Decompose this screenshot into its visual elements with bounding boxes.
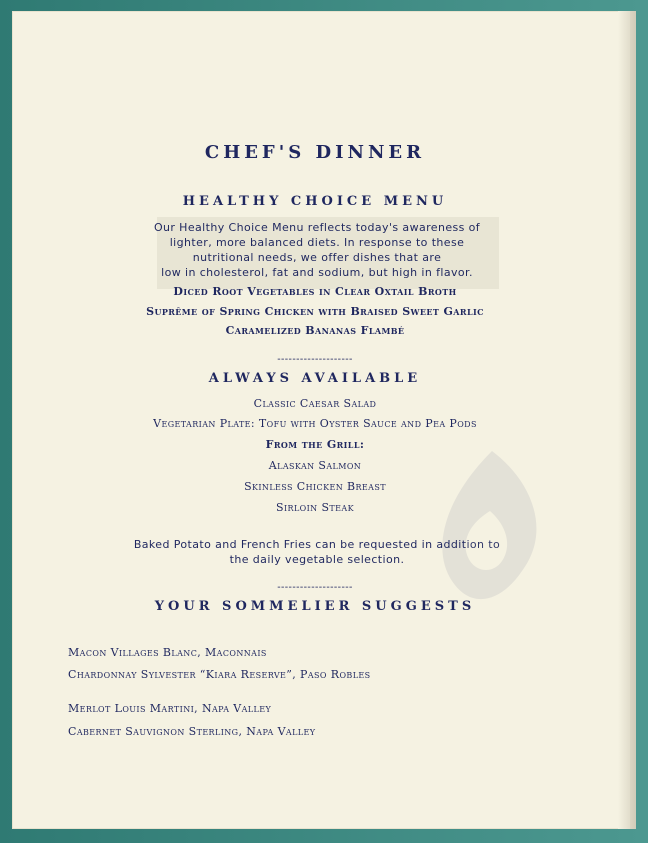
healthy-choice-intro-line-4: low in cholesterol, fat and sodium, but high in flavor. (161, 266, 473, 279)
always-note-line-2: the daily vegetable selection. (229, 553, 405, 566)
wine-item-3: Merlot Louis Martini, Napa Valley (68, 702, 272, 715)
always-item-5: Skinless Chicken Breast (244, 480, 386, 493)
always-item-2: Vegetarian Plate: Tofu with Oyster Sauce and Pea Pods (153, 417, 477, 430)
paper-right-shadow (630, 11, 636, 829)
always-item-4: Alaskan Salmon (268, 459, 362, 472)
always-item-1: Classic Caesar Salad (253, 397, 377, 410)
decorative-watermark (412, 441, 572, 661)
healthy-item-1: Diced Root Vegetables in Clear Oxtail Broth (173, 285, 457, 298)
always-item-3: From the Grill: (265, 438, 365, 451)
healthy-item-2: Suprême of Spring Chicken with Braised Sweet Garlic (146, 305, 484, 318)
section-divider-2: -------------------- (277, 582, 353, 593)
always-item-6: Sirloin Steak (276, 501, 354, 514)
menu-title: CHEF'S DINNER (204, 142, 426, 163)
healthy-choice-intro-line-3: nutritional needs, we offer dishes that are (192, 251, 442, 264)
healthy-choice-heading: HEALTHY CHOICE MENU (182, 194, 448, 209)
menu-paper (12, 11, 636, 829)
always-note-line-1: Baked Potato and French Fries can be requested in addition to (133, 538, 501, 551)
healthy-choice-intro-line-1: Our Healthy Choice Menu reflects today's awareness of (153, 221, 481, 234)
healthy-choice-intro-line-2: lighter, more balanced diets. In response to these (169, 236, 465, 249)
section-divider-1: -------------------- (277, 354, 353, 365)
menu-content (12, 11, 618, 829)
wine-item-4: Cabernet Sauvignon Sterling, Napa Valley (68, 725, 316, 738)
healthy-item-3: Caramelized Bananas Flambé (225, 324, 405, 337)
wine-item-1: Macon Villages Blanc, Maconnais (68, 646, 267, 659)
wine-item-2: Chardonnay Sylvester “Kiara Reserve”, Paso Robles (68, 668, 371, 681)
sommelier-heading: YOUR SOMMELIER SUGGESTS (154, 599, 476, 614)
always-available-heading: ALWAYS AVAILABLE (208, 371, 422, 386)
